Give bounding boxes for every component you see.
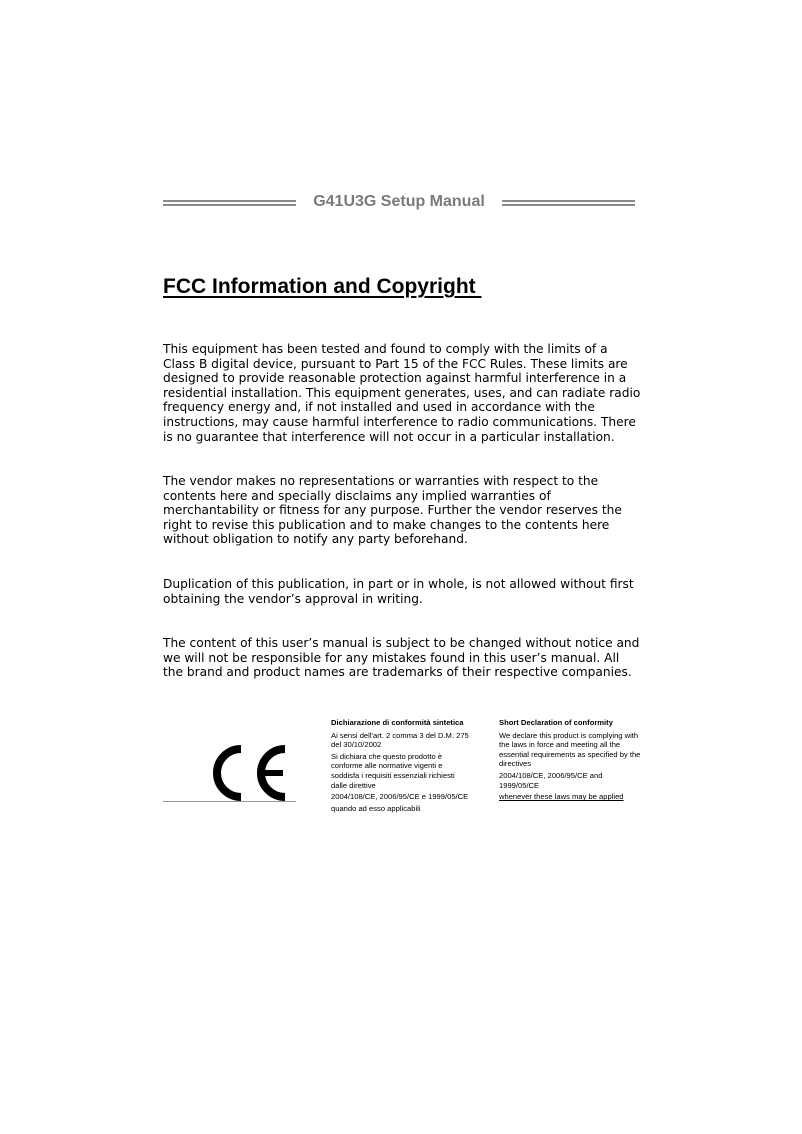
declaration-italian-line: Si dichiara che questo prodotto è conforme alle normative vigenti e soddisfa i requisiti essenziali richiesti dalle direttive [331, 751, 455, 790]
ce-mark-icon [205, 742, 289, 808]
header-rule-right [502, 200, 635, 206]
declaration-italian-line: Ai sensi dell'art. 2 comma 3 del D.M. 275 del 30/10/2002 [331, 730, 469, 750]
declaration-italian [331, 718, 471, 815]
page-title: FCC Information and Copyright [163, 275, 482, 298]
declaration-italian-line: 2004/108/CE, 2006/95/CE e 1999/05/CE [331, 792, 469, 802]
declaration-english-line: 2004/108/CE, 2006/95/CE and 1999/05/CE [499, 770, 603, 790]
fcc-paragraph: This equipment has been tested and found to comply with the limits of a Class B digital device, pursuant to Part 15 of the FCC Rules. These limits are designed to provide reasonable protection against harmful interference in a residential installation. This equipment generates, uses, and can radiate radio frequency energy and, if not installed and used in accordance with the instructions, may cause harmful interference to radio communications. There is no guarantee that interference will not occur in a particular installation. [163, 342, 641, 444]
page-header [163, 193, 635, 215]
duplication-paragraph: Duplication of this publication, in part or in whole, is not allowed without first obtaining the vendor’s approval in writing. [163, 577, 634, 606]
declaration-italian-title: Dichiarazione di conformità sintetica [331, 718, 464, 727]
declaration-english-title: Short Declaration of conformity [499, 718, 613, 727]
ce-rule [163, 801, 296, 802]
declaration-italian-line: quando ad esso applicabili [331, 803, 421, 813]
declaration-english [499, 718, 644, 804]
warranty-paragraph: The vendor makes no representations or warranties with respect to the contents here and specially disclaims any implied warranties of merchantability or fitness for any purpose. Further the vendor reserves the right to revise this publication and to make changes to the contents here without obligation to notify any party beforehand. [163, 474, 622, 547]
header-rule-left [163, 200, 296, 206]
declaration-english-line: whenever these laws may be applied [499, 792, 624, 802]
declaration-english-line: We declare this product is complying with the laws in force and meeting all the essential requirements as specified by the directives [499, 730, 641, 769]
trademark-paragraph: The content of this user’s manual is subject to be changed without notice and we will not be responsible for any mistakes found in this user’s manual. All the brand and product names are trademarks of their respective companies. [163, 636, 640, 680]
header-title: G41U3G Setup Manual [313, 193, 485, 210]
